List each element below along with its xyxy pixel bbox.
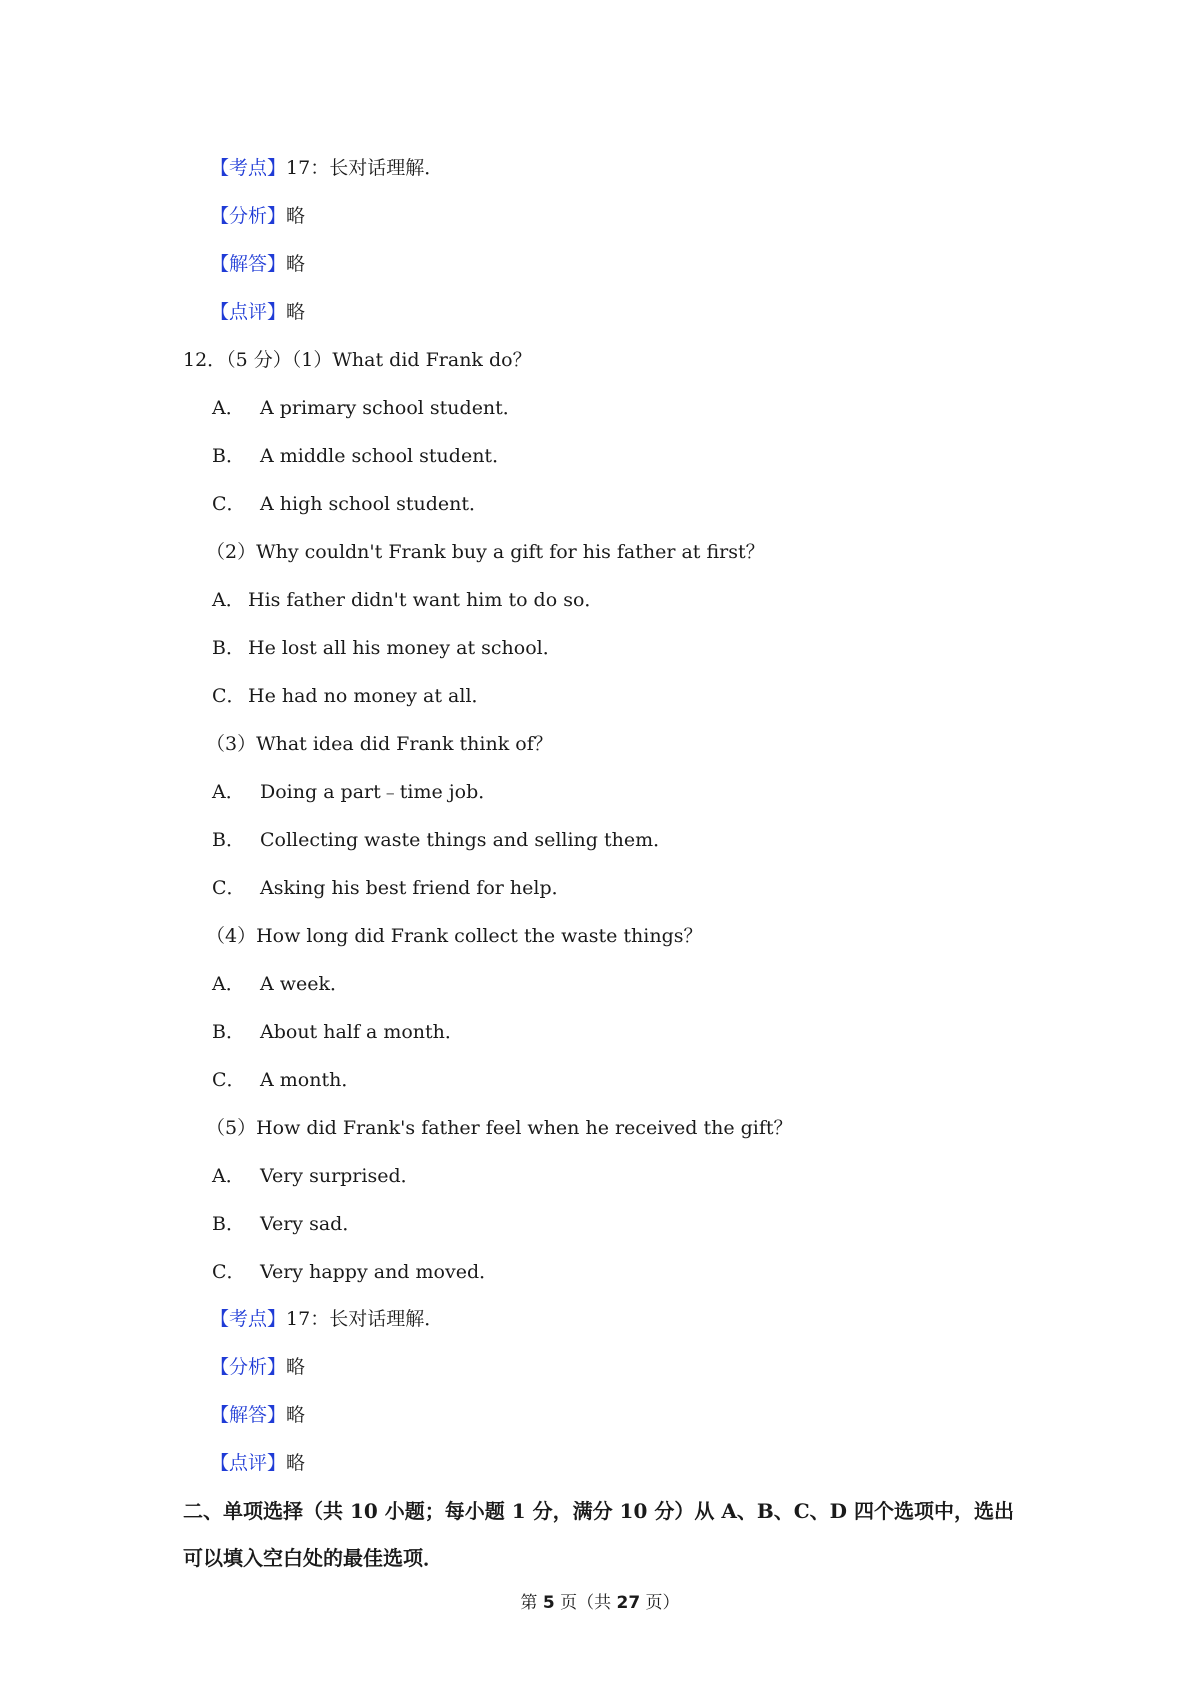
kaodian-text: 17：长对话理解． (286, 157, 444, 179)
question-header: 12．（5 分）（1）What did Frank do？ (183, 349, 532, 371)
jieda-line (210, 1403, 305, 1427)
option-text: Asking his best friend for help． (260, 877, 571, 899)
q1-option-c (212, 492, 488, 516)
option-letter: C． (212, 493, 246, 515)
footer-total-pages: 27 (616, 1593, 641, 1613)
option-letter: B． (212, 445, 245, 467)
option-letter: C． (212, 685, 246, 707)
option-letter: A． (212, 397, 245, 419)
option-text: A middle school student． (260, 445, 512, 467)
footer-middle: 页（共 (554, 1593, 617, 1613)
q3-option-a (212, 780, 497, 804)
jieda-tag: 【解答】 (210, 253, 287, 275)
fenxi-text: 略 (286, 205, 306, 227)
q2-option-b (212, 636, 562, 660)
option-letter: B． (212, 829, 245, 851)
kaodian-text: 17：长对话理解． (286, 1308, 444, 1330)
option-letter: B． (212, 637, 245, 659)
option-letter: A． (212, 589, 245, 611)
q1-option-a (212, 396, 522, 420)
option-text: He lost all his money at school． (248, 637, 562, 659)
jieda-line (210, 252, 305, 276)
fenxi-line (210, 204, 305, 228)
q4-option-a (212, 972, 349, 996)
jieda-tag: 【解答】 (210, 1404, 287, 1426)
dianping-text: 略 (286, 1452, 306, 1474)
q4-prompt: （4）How long did Frank collect the waste things？ (206, 925, 703, 947)
q5-prompt: （5）How did Frank's father feel when he received the gift？ (206, 1117, 793, 1139)
option-letter: C． (212, 1069, 246, 1091)
q4-option-c (212, 1068, 360, 1092)
option-letter: A． (212, 973, 245, 995)
option-letter: B． (212, 1021, 245, 1043)
kaodian-line (210, 156, 443, 180)
option-text: Collecting waste things and selling them． (260, 829, 673, 851)
jieda-text: 略 (286, 1404, 306, 1426)
kaodian-tag: 【考点】 (210, 157, 287, 179)
kaodian-line (210, 1307, 443, 1331)
jieda-text: 略 (286, 253, 306, 275)
q5-option-b (212, 1212, 361, 1236)
footer-page-number: 5 (542, 1593, 555, 1613)
option-text: A primary school student． (260, 397, 522, 419)
option-text: Very sad． (260, 1213, 362, 1235)
dianping-text: 略 (286, 301, 306, 323)
q3-option-c (212, 876, 571, 900)
option-letter: C． (212, 1261, 246, 1283)
q5-option-c (212, 1260, 498, 1284)
option-text: A month． (260, 1069, 361, 1091)
section-heading-line2: 可以填入空白处的最佳选项． (183, 1546, 443, 1570)
q3-prompt: （3）What idea did Frank think of？ (206, 733, 553, 755)
q2-prompt: （2）Why couldn't Frank buy a gift for his father at first？ (206, 541, 765, 563)
q1-option-b (212, 444, 511, 468)
q3-option-b (212, 828, 672, 852)
option-letter: A． (212, 781, 245, 803)
kaodian-tag: 【考点】 (210, 1308, 287, 1330)
option-text: Very happy and moved． (260, 1261, 499, 1283)
page-footer (0, 1588, 1200, 1613)
fenxi-line (210, 1355, 305, 1379)
footer-suffix: 页） (640, 1593, 680, 1613)
option-letter: C． (212, 877, 246, 899)
option-letter: B． (212, 1213, 245, 1235)
option-text: A high school student． (260, 493, 489, 515)
fenxi-tag: 【分析】 (210, 205, 287, 227)
option-text: His father didn't want him to do so． (248, 589, 604, 611)
option-text: Very surprised． (260, 1165, 420, 1187)
option-letter: A． (212, 1165, 245, 1187)
fenxi-tag: 【分析】 (210, 1356, 287, 1378)
q2-option-a (212, 588, 603, 612)
option-text: Doing a part﹣time job． (260, 781, 498, 803)
fenxi-text: 略 (286, 1356, 306, 1378)
option-text: About half a month． (260, 1021, 464, 1043)
option-text: He had no money at all． (248, 685, 491, 707)
dianping-tag: 【点评】 (210, 1452, 287, 1474)
q2-option-c (212, 684, 491, 708)
q4-option-b (212, 1020, 464, 1044)
option-text: A week． (260, 973, 350, 995)
section-heading-line1: 二、单项选择（共 10 小题；每小题 1 分，满分 10 分）从 A、B、C、D 四个选项中，选出 (183, 1499, 1014, 1523)
dianping-line (210, 1451, 305, 1475)
dianping-line (210, 300, 305, 324)
dianping-tag: 【点评】 (210, 301, 287, 323)
q5-option-a (212, 1164, 420, 1188)
footer-prefix: 第 (520, 1593, 543, 1613)
